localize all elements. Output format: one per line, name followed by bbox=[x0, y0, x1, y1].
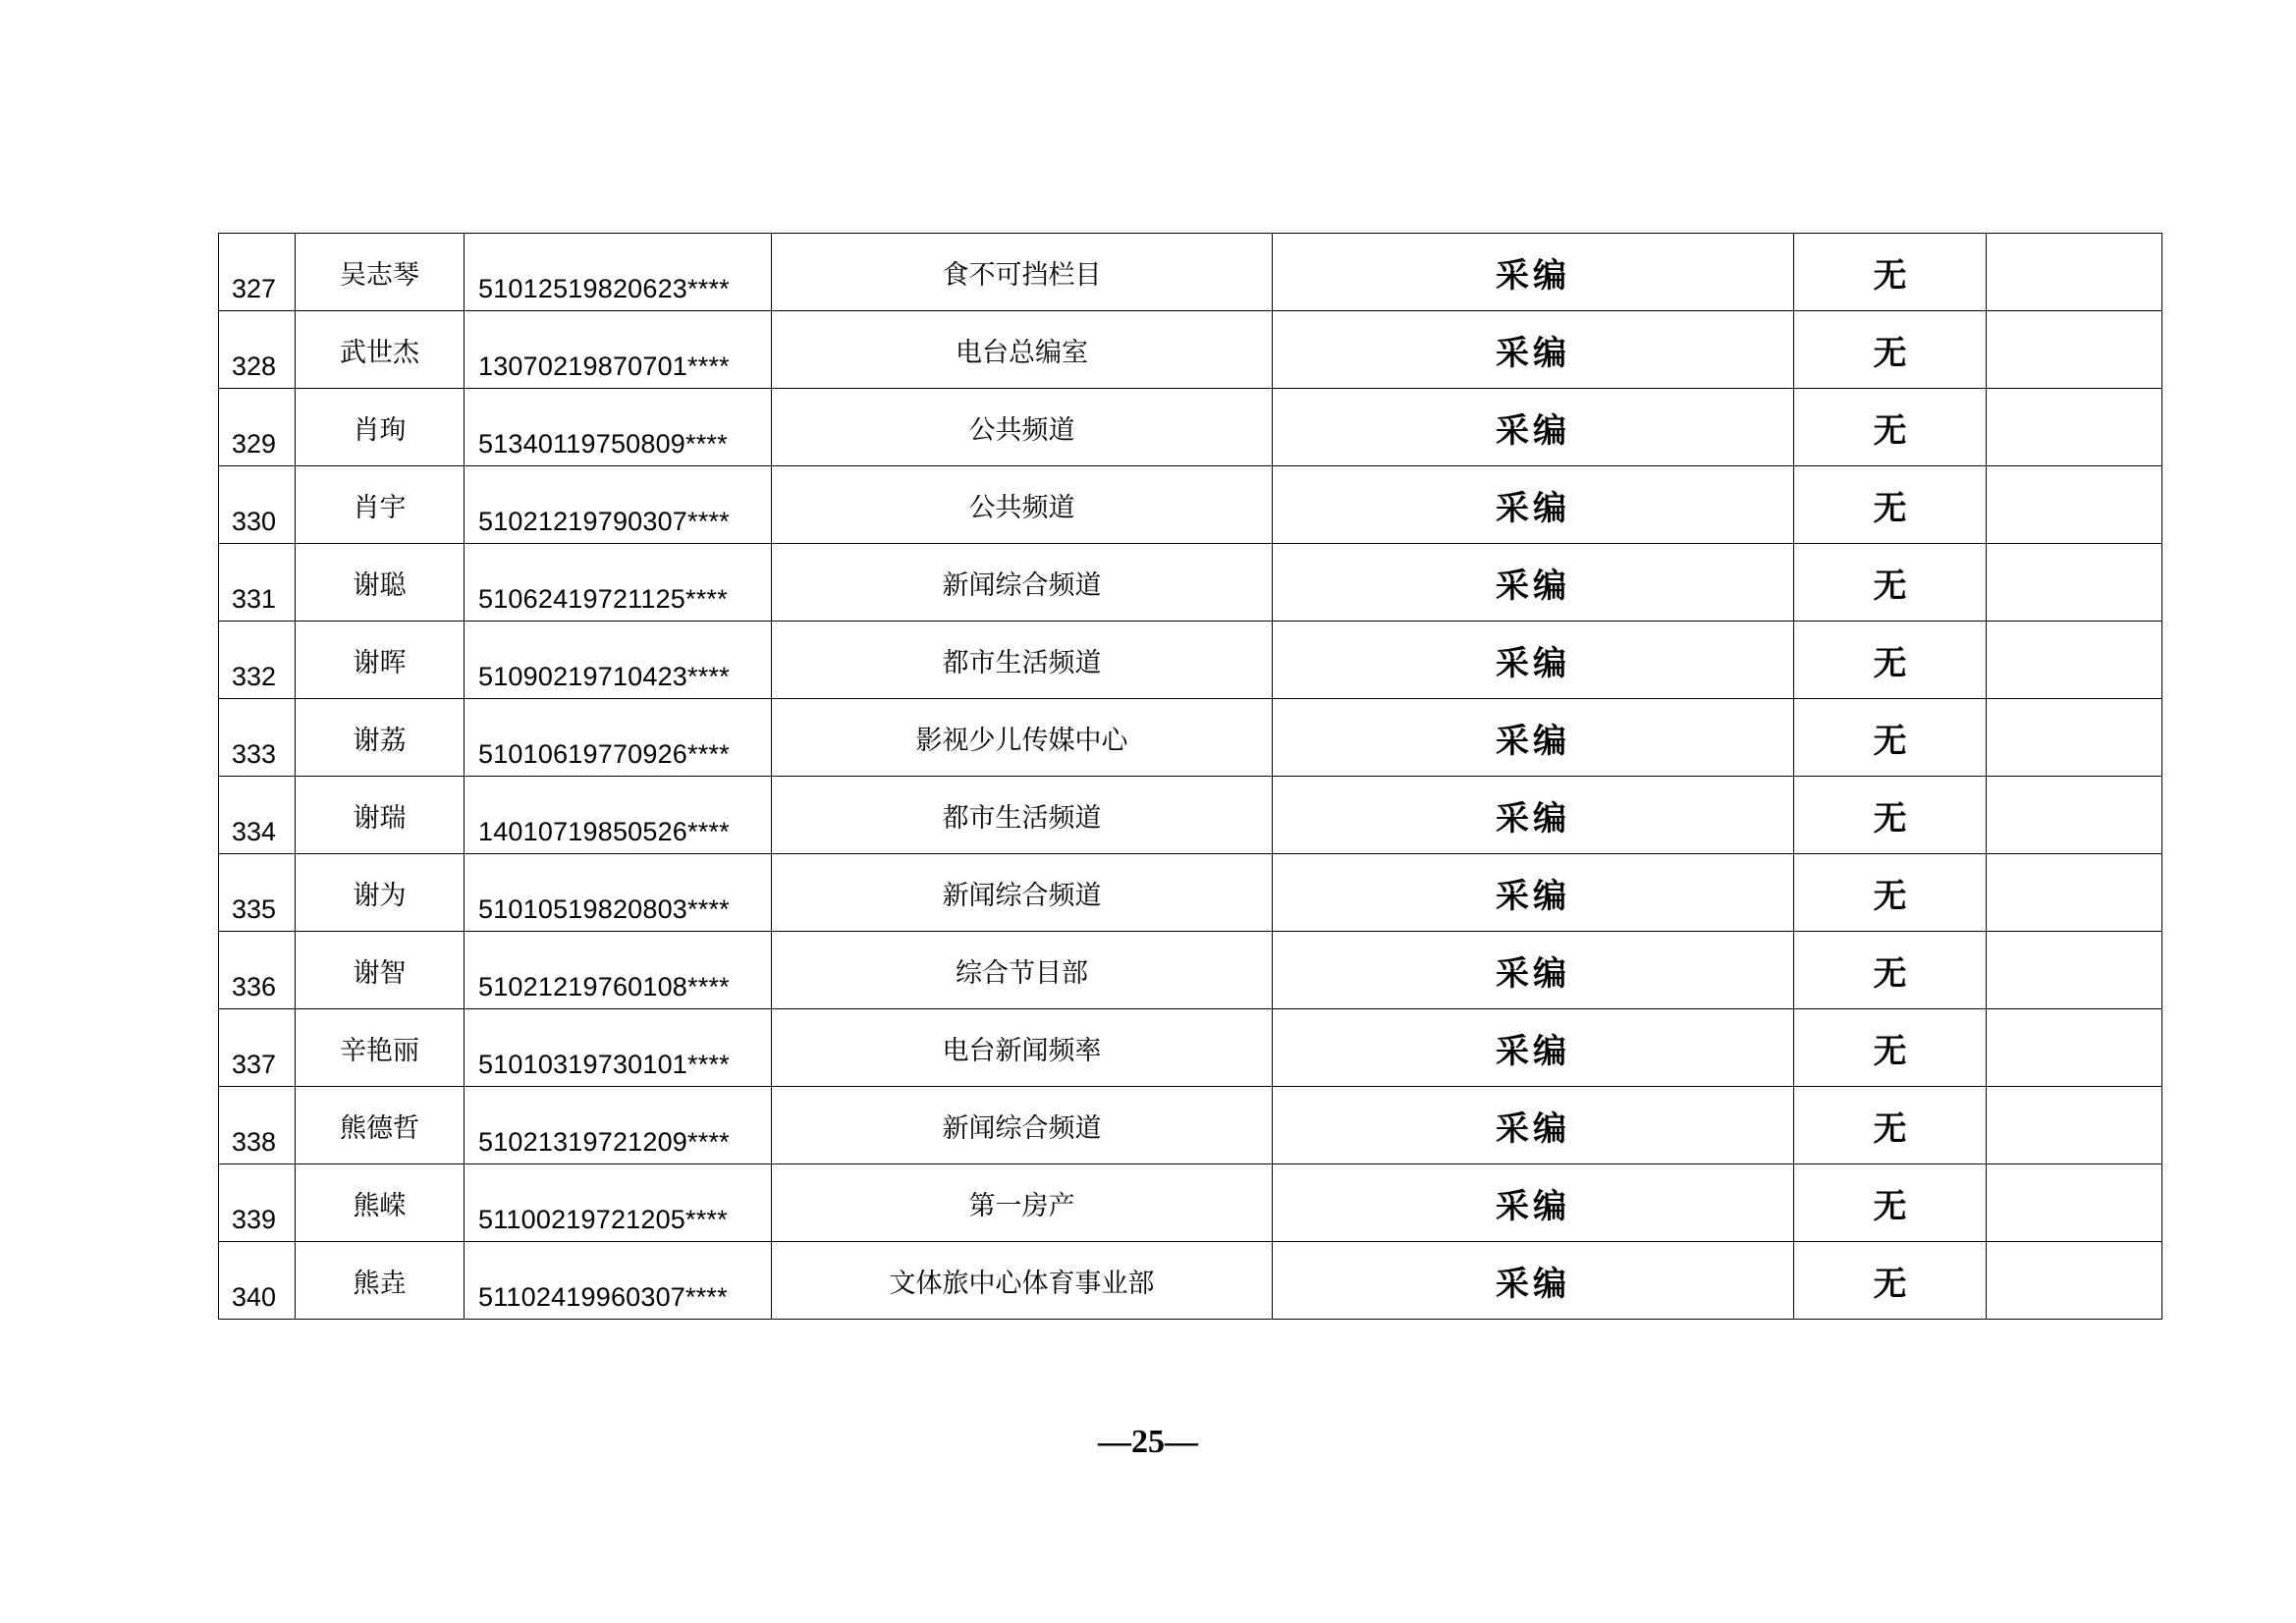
table-row bbox=[219, 699, 2162, 777]
row-number: 329 bbox=[219, 389, 296, 466]
table-row bbox=[219, 777, 2162, 854]
department: 新闻综合频道 bbox=[772, 1087, 1273, 1164]
table-row bbox=[219, 1164, 2162, 1242]
remarks bbox=[1987, 1009, 2162, 1087]
remarks bbox=[1987, 1242, 2162, 1320]
department: 电台新闻频率 bbox=[772, 1009, 1273, 1087]
row-number: 327 bbox=[219, 234, 296, 311]
id-number: 51021219760108**** bbox=[465, 932, 772, 1009]
person-name: 熊德哲 bbox=[296, 1087, 465, 1164]
job-type: 采编 bbox=[1273, 234, 1794, 311]
department: 食不可挡栏目 bbox=[772, 234, 1273, 311]
id-number: 51062419721125**** bbox=[465, 544, 772, 622]
page-number: —25— bbox=[1098, 1424, 1198, 1460]
department: 都市生活频道 bbox=[772, 622, 1273, 699]
department: 新闻综合频道 bbox=[772, 854, 1273, 932]
department: 新闻综合频道 bbox=[772, 544, 1273, 622]
personnel-table bbox=[218, 233, 2162, 1320]
person-name: 吴志琴 bbox=[296, 234, 465, 311]
person-name: 谢瑞 bbox=[296, 777, 465, 854]
job-type: 采编 bbox=[1273, 1087, 1794, 1164]
row-number: 335 bbox=[219, 854, 296, 932]
id-number: 14010719850526**** bbox=[465, 777, 772, 854]
job-type: 采编 bbox=[1273, 311, 1794, 389]
professional-title: 无 bbox=[1794, 699, 1987, 777]
professional-title: 无 bbox=[1794, 1087, 1987, 1164]
id-number: 51010319730101**** bbox=[465, 1009, 772, 1087]
remarks bbox=[1987, 389, 2162, 466]
person-name: 武世杰 bbox=[296, 311, 465, 389]
job-type: 采编 bbox=[1273, 389, 1794, 466]
table-row bbox=[219, 854, 2162, 932]
department: 第一房产 bbox=[772, 1164, 1273, 1242]
table-row bbox=[219, 544, 2162, 622]
job-type: 采编 bbox=[1273, 466, 1794, 544]
table-row bbox=[219, 1087, 2162, 1164]
remarks bbox=[1987, 622, 2162, 699]
department: 公共频道 bbox=[772, 466, 1273, 544]
remarks bbox=[1987, 1164, 2162, 1242]
table-row bbox=[219, 1009, 2162, 1087]
job-type: 采编 bbox=[1273, 1242, 1794, 1320]
table-row bbox=[219, 622, 2162, 699]
remarks bbox=[1987, 699, 2162, 777]
row-number: 334 bbox=[219, 777, 296, 854]
job-type: 采编 bbox=[1273, 544, 1794, 622]
table-row bbox=[219, 234, 2162, 311]
remarks bbox=[1987, 466, 2162, 544]
id-number: 51090219710423**** bbox=[465, 622, 772, 699]
table-row bbox=[219, 311, 2162, 389]
professional-title: 无 bbox=[1794, 234, 1987, 311]
row-number: 339 bbox=[219, 1164, 296, 1242]
row-number: 330 bbox=[219, 466, 296, 544]
id-number: 51010519820803**** bbox=[465, 854, 772, 932]
remarks bbox=[1987, 1087, 2162, 1164]
professional-title: 无 bbox=[1794, 932, 1987, 1009]
remarks bbox=[1987, 544, 2162, 622]
row-number: 337 bbox=[219, 1009, 296, 1087]
person-name: 谢为 bbox=[296, 854, 465, 932]
professional-title: 无 bbox=[1794, 311, 1987, 389]
row-number: 331 bbox=[219, 544, 296, 622]
id-number: 51021219790307**** bbox=[465, 466, 772, 544]
person-name: 谢聪 bbox=[296, 544, 465, 622]
person-name: 肖宇 bbox=[296, 466, 465, 544]
id-number: 51012519820623**** bbox=[465, 234, 772, 311]
remarks bbox=[1987, 777, 2162, 854]
remarks bbox=[1987, 234, 2162, 311]
person-name: 谢荔 bbox=[296, 699, 465, 777]
department: 文体旅中心体育事业部 bbox=[772, 1242, 1273, 1320]
person-name: 谢智 bbox=[296, 932, 465, 1009]
table-row bbox=[219, 932, 2162, 1009]
id-number: 51102419960307**** bbox=[465, 1242, 772, 1320]
professional-title: 无 bbox=[1794, 1009, 1987, 1087]
professional-title: 无 bbox=[1794, 777, 1987, 854]
person-name: 辛艳丽 bbox=[296, 1009, 465, 1087]
person-name: 熊嵘 bbox=[296, 1164, 465, 1242]
job-type: 采编 bbox=[1273, 1164, 1794, 1242]
table-row bbox=[219, 466, 2162, 544]
id-number: 13070219870701**** bbox=[465, 311, 772, 389]
row-number: 328 bbox=[219, 311, 296, 389]
job-type: 采编 bbox=[1273, 1009, 1794, 1087]
table-row bbox=[219, 389, 2162, 466]
professional-title: 无 bbox=[1794, 854, 1987, 932]
row-number: 333 bbox=[219, 699, 296, 777]
job-type: 采编 bbox=[1273, 932, 1794, 1009]
professional-title: 无 bbox=[1794, 466, 1987, 544]
department: 综合节目部 bbox=[772, 932, 1273, 1009]
row-number: 332 bbox=[219, 622, 296, 699]
person-name: 熊垚 bbox=[296, 1242, 465, 1320]
professional-title: 无 bbox=[1794, 1242, 1987, 1320]
department: 电台总编室 bbox=[772, 311, 1273, 389]
professional-title: 无 bbox=[1794, 389, 1987, 466]
id-number: 51021319721209**** bbox=[465, 1087, 772, 1164]
professional-title: 无 bbox=[1794, 544, 1987, 622]
professional-title: 无 bbox=[1794, 1164, 1987, 1242]
department: 公共频道 bbox=[772, 389, 1273, 466]
job-type: 采编 bbox=[1273, 854, 1794, 932]
remarks bbox=[1987, 932, 2162, 1009]
row-number: 340 bbox=[219, 1242, 296, 1320]
job-type: 采编 bbox=[1273, 622, 1794, 699]
table-row bbox=[219, 1242, 2162, 1320]
department: 影视少儿传媒中心 bbox=[772, 699, 1273, 777]
remarks bbox=[1987, 311, 2162, 389]
job-type: 采编 bbox=[1273, 777, 1794, 854]
id-number: 51100219721205**** bbox=[465, 1164, 772, 1242]
row-number: 336 bbox=[219, 932, 296, 1009]
job-type: 采编 bbox=[1273, 699, 1794, 777]
person-name: 肖珣 bbox=[296, 389, 465, 466]
person-name: 谢晖 bbox=[296, 622, 465, 699]
row-number: 338 bbox=[219, 1087, 296, 1164]
id-number: 51340119750809**** bbox=[465, 389, 772, 466]
professional-title: 无 bbox=[1794, 622, 1987, 699]
department: 都市生活频道 bbox=[772, 777, 1273, 854]
remarks bbox=[1987, 854, 2162, 932]
id-number: 51010619770926**** bbox=[465, 699, 772, 777]
